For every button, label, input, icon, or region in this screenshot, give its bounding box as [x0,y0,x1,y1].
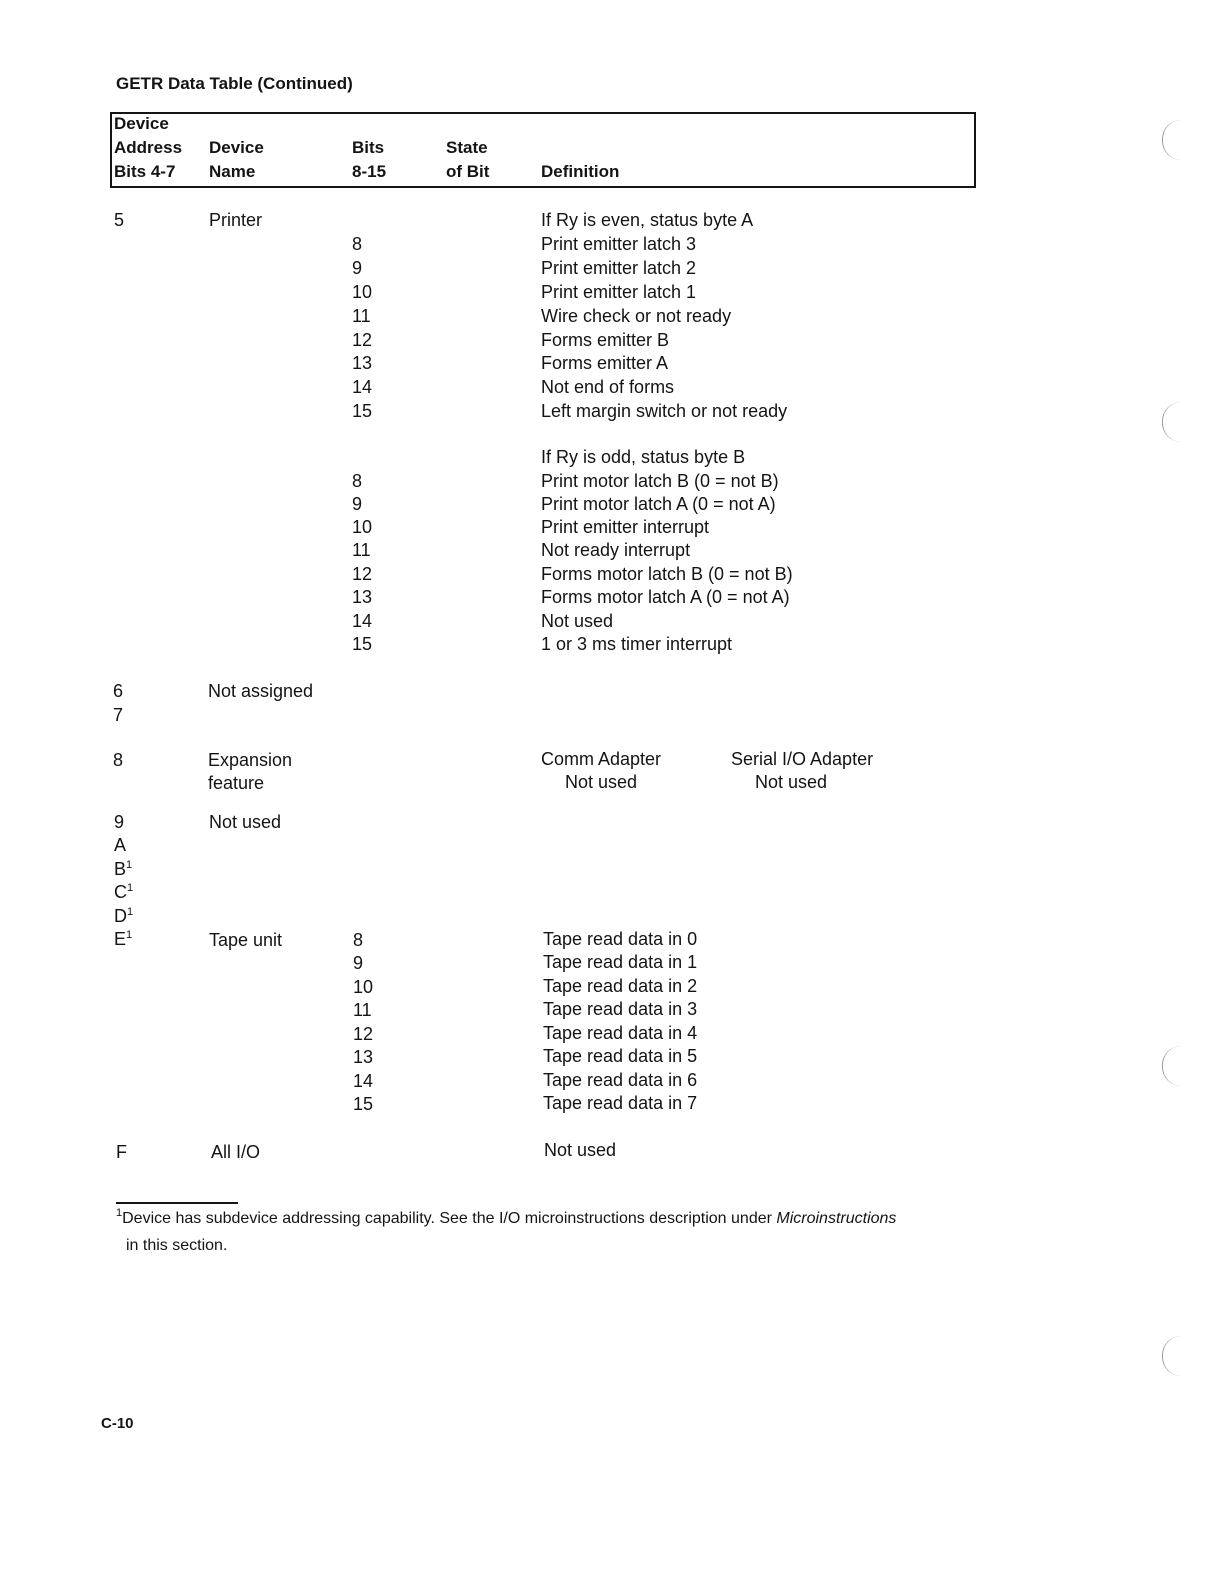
header-definition: Definition [541,162,620,181]
bit-number: 10 [352,517,373,537]
bit-definition: Forms motor latch B (0 = not B) [541,564,793,584]
device-address: $B^1$ [114,859,133,879]
bit-definition: 1 or 3 ms timer interrupt [541,634,733,654]
bit-definition: Wire check or not ready [541,306,732,326]
printer-name: Printer [209,210,263,230]
bit-definition: Tape read data in 6 [543,1070,698,1090]
bit-number: 14 [352,611,373,631]
bit-number: 11 [353,1000,372,1020]
bit-definition: Forms motor latch A (0 = not A) [541,587,790,607]
header-bits-2: 8-15 [352,162,387,181]
device-address: 8 [113,750,124,770]
bit-definition: Tape read data in 5 [543,1046,698,1066]
bit-number: 15 [353,1094,374,1114]
footnote-line-2: in this section. [126,1237,228,1254]
bit-number: 10 [352,282,373,302]
bit-number: 9 [352,258,363,278]
scan-mark [1162,1046,1181,1086]
device-address: $C^1$ [114,882,134,902]
printer-group-a-title: If Ry is even, status byte A [541,210,754,230]
header-state-1: State [446,138,488,157]
header-address-3: Bits 4-7 [114,162,176,181]
device-address: A [114,835,127,855]
bit-definition: Print emitter latch 3 [541,234,697,254]
device-name: Not assigned [208,681,314,701]
bit-number: 15 [352,634,373,654]
header-state-2: of Bit [446,162,490,181]
bit-definition: Left margin switch or not ready [541,401,788,421]
bit-definition: Print emitter interrupt [541,517,710,537]
bit-definition: Not used [544,1140,617,1160]
bit-number: 9 [353,953,364,973]
bit-number: 12 [352,330,373,350]
bit-definition: Not ready interrupt [541,540,691,560]
bit-number: 10 [353,977,374,997]
device-name: All I/O [211,1142,261,1162]
bit-definition: Tape read data in 4 [543,1023,698,1043]
device-name: Not used [209,812,282,832]
bit-definition: Not end of forms [541,377,675,397]
bit-number: 11 [352,540,371,560]
bit-number: 14 [352,377,373,397]
device-name: Tape unit [209,930,283,950]
header-bits-1: Bits [352,138,385,157]
bit-number: 8 [352,234,363,254]
header-name-1: Device [209,138,264,157]
bit-number: 8 [352,471,363,491]
comm-adapter-title: Comm Adapter [541,749,662,769]
bit-definition: Tape read data in 7 [543,1093,698,1113]
comm-adapter-value: Not used [565,772,638,792]
printer-group-b-title: If Ry is odd, status byte B [541,447,746,467]
bit-number: 14 [353,1071,374,1091]
scan-mark [1162,402,1181,442]
bit-definition: Print motor latch A (0 = not A) [541,494,776,514]
printer-address: 5 [114,210,125,230]
bit-number: 8 [353,930,364,950]
page-number: C-10 [101,1415,134,1432]
page-title: GETR Data Table (Continued) [116,74,353,93]
bit-definition: Print emitter latch 2 [541,258,697,278]
footnote: $^1$Device has subdevice addressing capability. See the I/O microinstructions description under Microinstructions [116,1207,897,1227]
header-address-1: Device [114,114,169,133]
bit-number: 12 [352,564,373,584]
bit-definition: Tape read data in 2 [543,976,698,996]
bit-definition: Not used [541,611,614,631]
bit-number: 11 [352,306,371,326]
device-address: 7 [113,705,124,725]
bit-number: 15 [352,401,373,421]
device-address: 6 [113,681,124,701]
footnote-rule [116,1202,238,1204]
device-address: 9 [114,812,125,832]
header-name-2: Name [209,162,256,181]
device-address: F [116,1142,127,1162]
bit-number: 9 [352,494,363,514]
bit-number: 13 [353,1047,374,1067]
bit-definition: Tape read data in 1 [543,952,698,972]
scan-mark [1162,1336,1181,1376]
serial-adapter-value: Not used [755,772,828,792]
bit-number: 12 [353,1024,374,1044]
bit-definition: Tape read data in 0 [543,929,698,949]
bit-definition: Print emitter latch 1 [541,282,697,302]
scan-mark [1162,120,1181,160]
bit-number: 13 [352,587,373,607]
bit-definition: Forms emitter B [541,330,670,350]
bit-definition: Tape read data in 3 [543,999,698,1019]
device-address: $E^1$ [114,929,133,949]
device-name: Expansion [208,750,293,770]
bit-definition: Print motor latch B (0 = not B) [541,471,779,491]
header-address-2: Address [114,138,183,157]
serial-adapter-title: Serial I/O Adapter [731,749,874,769]
device-name: feature [208,773,265,793]
bit-definition: Forms emitter A [541,353,669,373]
device-address: $D^1$ [114,906,134,926]
bit-number: 13 [352,353,373,373]
